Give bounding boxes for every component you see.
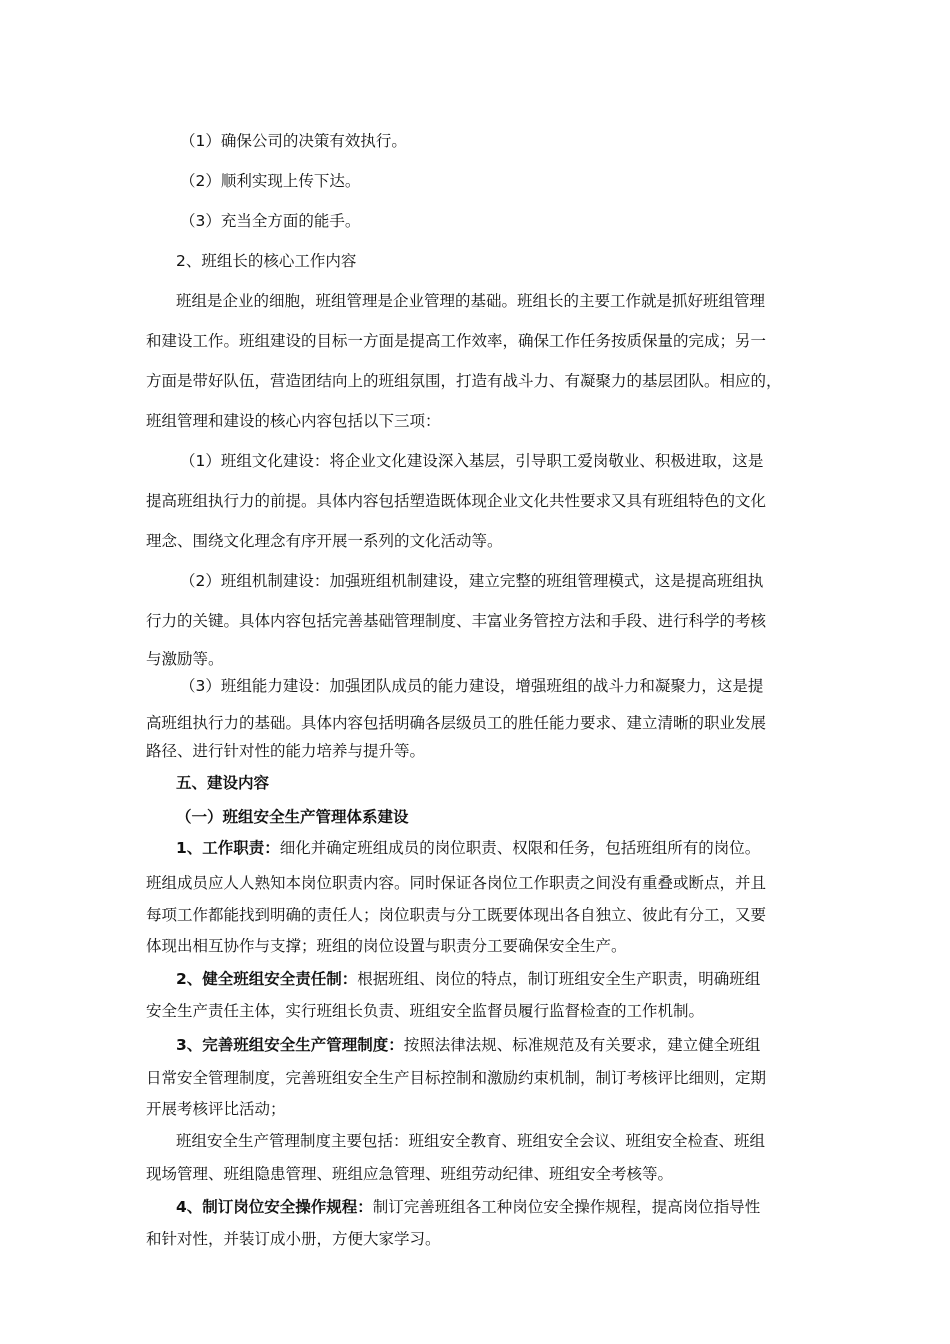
- text-line: [146, 935, 950, 957]
- body-text: 方面是带好队伍，营造团结向上的班组氛围，打造有战斗力、有凝聚力的基层团队。相应的，: [146, 372, 782, 390]
- body-text: 路径、进行针对性的能力培养与提升等。: [146, 742, 426, 760]
- body-text: 2、班组长的核心工作内容: [176, 252, 357, 270]
- body-text: 理念、围绕文化理念有序开展一系列的文化活动等。: [146, 532, 503, 550]
- text-line: [180, 210, 950, 232]
- bold-heading-text: 1、工作职责：: [176, 839, 280, 857]
- body-text: （3）班组能力建设：加强团队成员的能力建设，增强班组的战斗力和凝聚力，这是提: [180, 677, 764, 695]
- body-text: 班组安全生产管理制度主要包括：班组安全教育、班组安全会议、班组安全检查、班组: [176, 1132, 766, 1150]
- body-text: 安全生产责任主体，实行班组长负责、班组安全监督员履行监督检查的工作机制。: [146, 1002, 705, 1020]
- text-line: [176, 968, 950, 990]
- text-line: [146, 904, 950, 926]
- text-line: [146, 370, 950, 392]
- body-text: 高班组执行力的基础。具体内容包括明确各层级员工的胜任能力要求、建立清晰的职业发展: [146, 714, 767, 732]
- text-line: [146, 530, 950, 552]
- body-text: 行力的关键。具体内容包括完善基础管理制度、丰富业务管控方法和手段、进行科学的考核: [146, 612, 767, 630]
- bold-heading-text: 4、制订岗位安全操作规程：: [176, 1198, 373, 1216]
- text-line: [180, 130, 950, 152]
- text-line: [176, 1196, 950, 1218]
- body-text: 班组管理和建设的核心内容包括以下三项：: [146, 412, 441, 430]
- text-line: [176, 837, 950, 859]
- text-line: [180, 675, 950, 697]
- body-text: （3）充当全方面的能手。: [180, 212, 361, 230]
- text-line: [180, 570, 950, 592]
- body-text: 按照法律法规、标准规范及有关要求，建立健全班组: [403, 1036, 761, 1054]
- bold-heading-text: （一）班组安全生产管理体系建设: [176, 808, 409, 826]
- bold-heading-text: 3、完善班组安全生产管理制度：: [176, 1036, 404, 1054]
- body-text: 日常安全管理制度，完善班组安全生产目标控制和激励约束机制，制订考核评比细则，定期: [146, 1069, 767, 1087]
- text-line: [146, 1163, 950, 1185]
- body-text: 与激励等。: [146, 650, 224, 668]
- text-line: [146, 872, 950, 894]
- text-line: [176, 772, 950, 794]
- text-line: [146, 1000, 950, 1022]
- text-line: [176, 290, 950, 312]
- bold-heading-text: 五、建设内容: [176, 774, 270, 792]
- body-text: 现场管理、班组隐患管理、班组应急管理、班组劳动纪律、班组安全考核等。: [146, 1165, 674, 1183]
- text-line: [146, 648, 950, 670]
- body-text: 根据班组、岗位的特点，制订班组安全生产职责，明确班组: [357, 970, 761, 988]
- body-text: 提高班组执行力的前提。具体内容包括塑造既体现企业文化共性要求又具有班组特色的文化: [146, 492, 767, 510]
- body-text: 细化并确定班组成员的岗位职责、权限和任务，包括班组所有的岗位。: [279, 839, 761, 857]
- text-line: [146, 1067, 950, 1089]
- text-line: [176, 806, 950, 828]
- body-text: 和建设工作。班组建设的目标一方面是提高工作效率，确保工作任务按质保量的完成；另一: [146, 332, 767, 350]
- body-text: 开展考核评比活动；: [146, 1100, 286, 1118]
- text-line: [146, 330, 950, 352]
- text-line: [146, 1228, 950, 1250]
- text-line: [146, 740, 950, 762]
- body-text: （1）班组文化建设：将企业文化建设深入基层，引导职工爱岗敬业、积极进取，这是: [180, 452, 764, 470]
- text-line: [146, 1098, 950, 1120]
- body-text: 体现出相互协作与支撑；班组的岗位设置与职责分工要确保安全生产。: [146, 937, 627, 955]
- body-text: （2）班组机制建设：加强班组机制建设，建立完整的班组管理模式，这是提高班组执: [180, 572, 764, 590]
- body-text: 班组是企业的细胞，班组管理是企业管理的基础。班组长的主要工作就是抓好班组管理: [176, 292, 766, 310]
- text-line: [146, 712, 950, 734]
- text-line: [146, 610, 950, 632]
- body-text: 班组成员应人人熟知本岗位职责内容。同时保证各岗位工作职责之间没有重叠或断点，并且: [146, 874, 767, 892]
- text-line: [176, 250, 950, 272]
- text-line: [146, 410, 950, 432]
- body-text: 和针对性，并装订成小册，方便大家学习。: [146, 1230, 441, 1248]
- body-text: （1）确保公司的决策有效执行。: [180, 132, 407, 150]
- bold-heading-text: 2、健全班组安全责任制：: [176, 970, 358, 988]
- text-line: [146, 490, 950, 512]
- body-text: 每项工作都能找到明确的责任人；岗位职责与分工既要体现出各自独立、彼此有分工，又要: [146, 906, 767, 924]
- text-line: [180, 450, 950, 472]
- body-text: 制订完善班组各工种岗位安全操作规程，提高岗位指导性: [372, 1198, 761, 1216]
- text-line: [176, 1034, 950, 1056]
- text-line: [180, 170, 950, 192]
- body-text: （2）顺利实现上传下达。: [180, 172, 361, 190]
- text-line: [176, 1130, 950, 1152]
